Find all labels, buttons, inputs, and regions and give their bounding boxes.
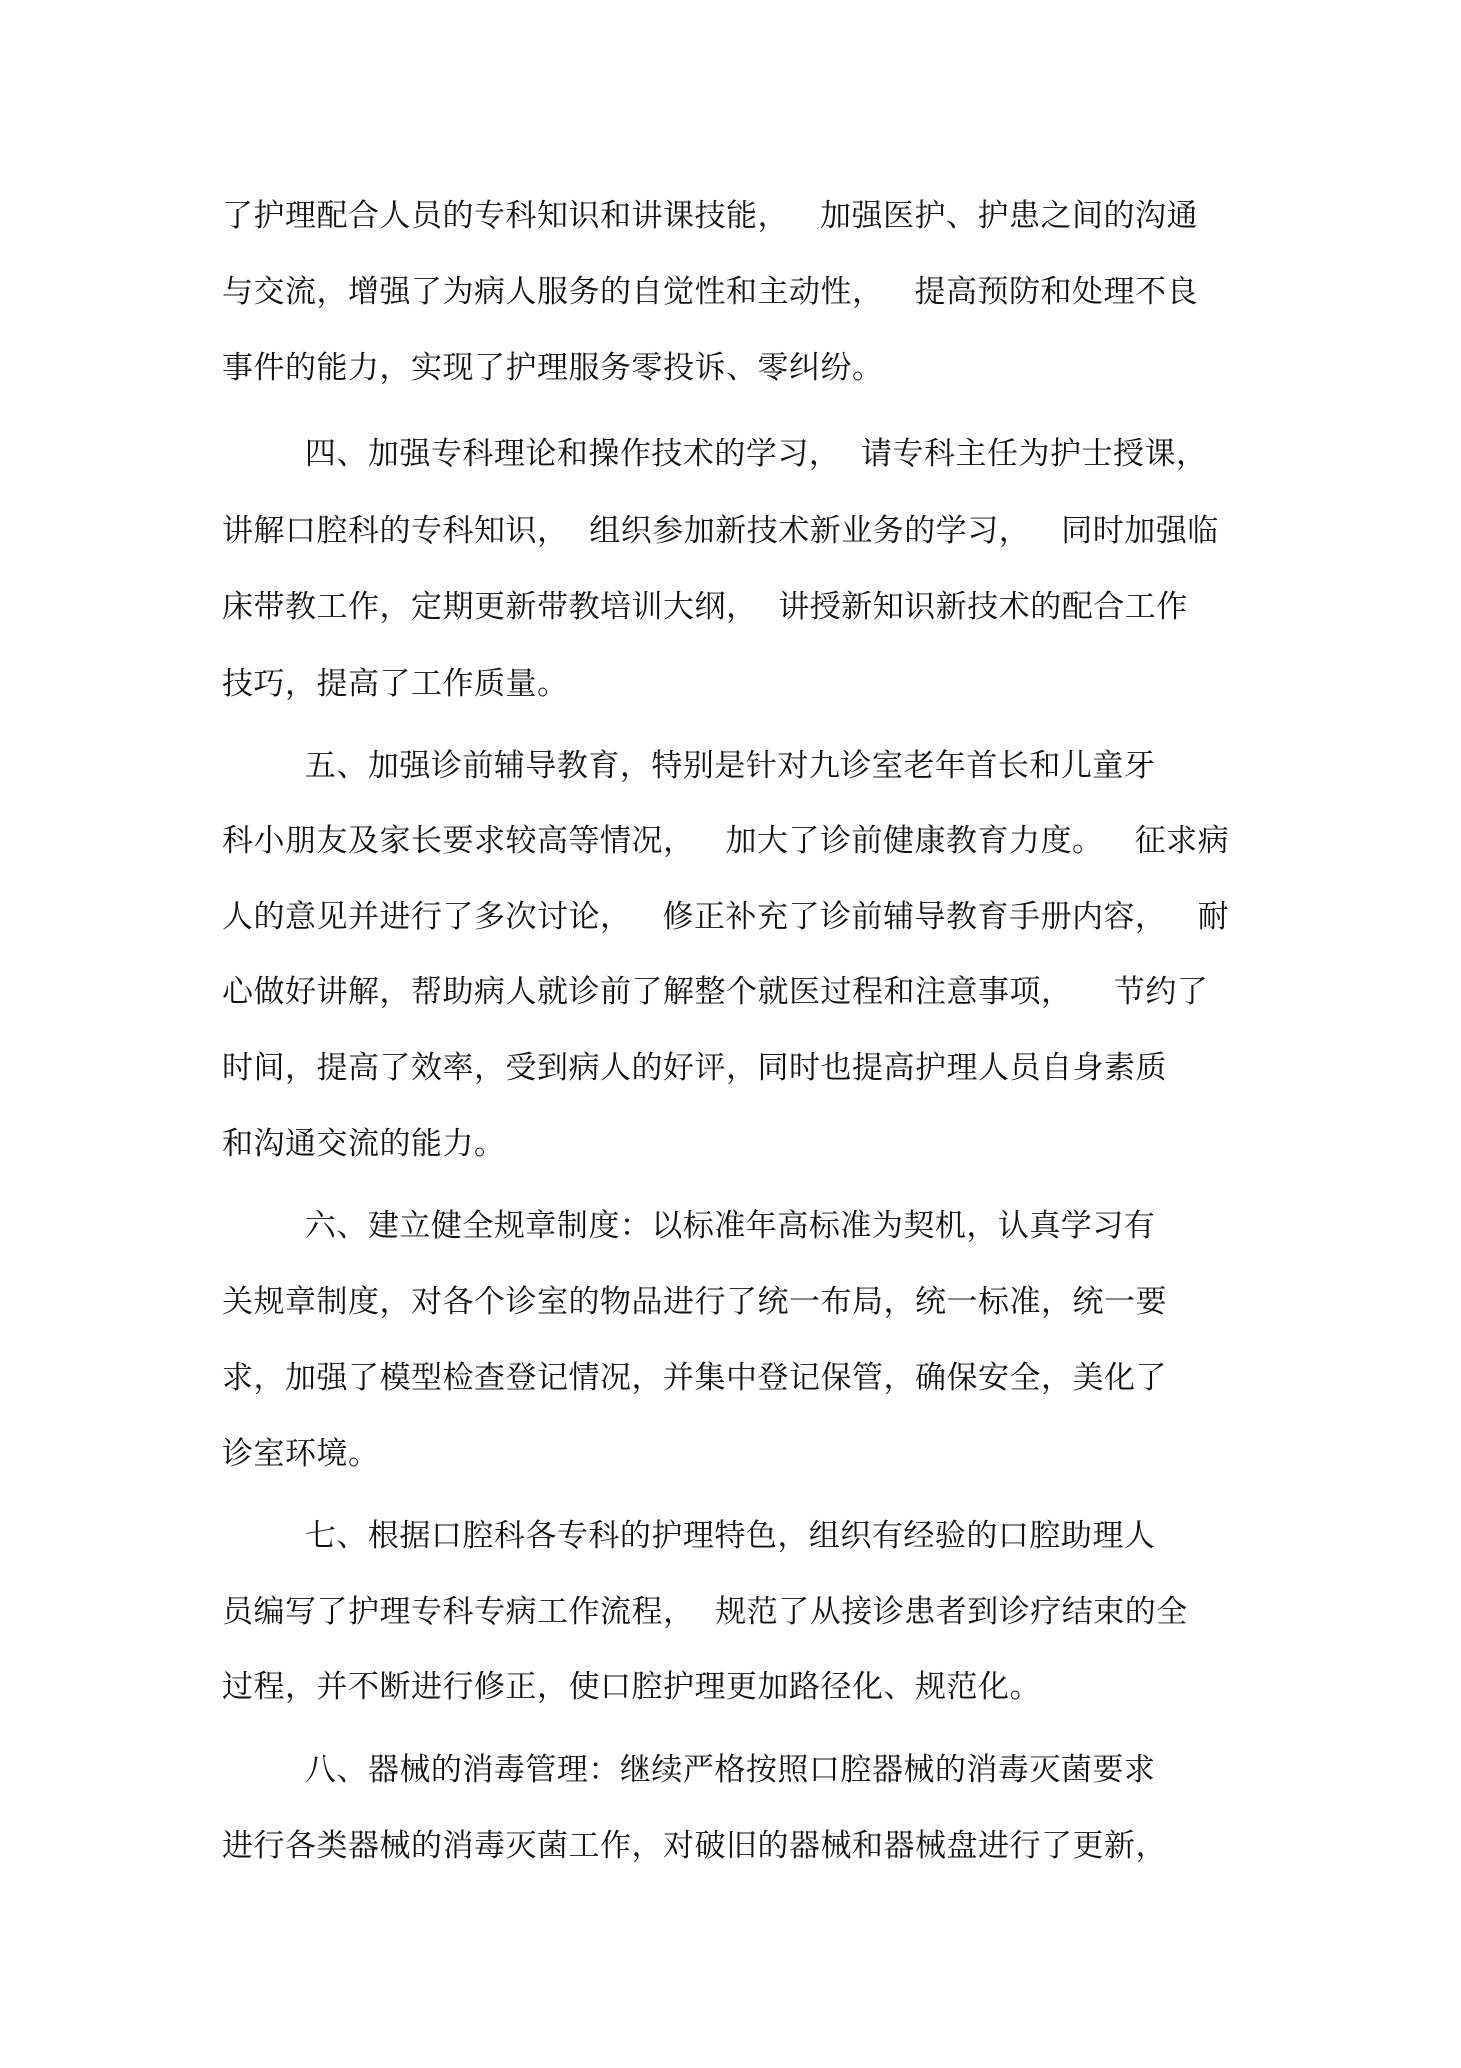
text-line: 心做好讲解，帮助病人就诊前了解整个就医过程和注意事项， 节约了 xyxy=(222,974,1209,1010)
text-line: 求，加强了模型检查登记情况，并集中登记保管，确保安全，美化了 xyxy=(222,1360,1167,1396)
text-line: 时间，提高了效率，受到病人的好评，同时也提高护理人员自身素质 xyxy=(222,1050,1167,1086)
paragraph-six-start: 六、建立健全规章制度：以标准年高标准为契机，认真学习有 xyxy=(222,1208,1156,1244)
text-line: 过程，并不断进行修正，使口腔护理更加路径化、规范化。 xyxy=(222,1669,1041,1705)
paragraph-eight-start: 八、器械的消毒管理：继续严格按照口腔器械的消毒灭菌要求 xyxy=(222,1752,1156,1788)
paragraph-five-start: 五、加强诊前辅导教育，特别是针对九诊室老年首长和儿童牙 xyxy=(222,748,1156,784)
paragraph-seven-start: 七、根据口腔科各专科的护理特色，组织有经验的口腔助理人 xyxy=(222,1518,1156,1554)
text-line: 科小朋友及家长要求较高等情况， 加大了诊前健康教育力度。 征求病 xyxy=(222,823,1230,859)
text-line: 关规章制度，对各个诊室的物品进行了统一布局，统一标准，统一要 xyxy=(222,1284,1167,1320)
paragraph-four-start: 四、加强专科理论和操作技术的学习， 请专科主任为护士授课， xyxy=(222,436,1208,472)
text-line: 事件的能力，实现了护理服务零投诉、零纠纷。 xyxy=(222,350,884,386)
text-line: 了护理配合人员的专科知识和讲课技能， 加强医护、护患之间的沟通 xyxy=(222,198,1199,234)
text-line: 床带教工作，定期更新带教培训大纲， 讲授新知识新技术的配合工作 xyxy=(222,589,1188,625)
text-line: 和沟通交流的能力。 xyxy=(222,1126,506,1162)
text-line: 人的意见并进行了多次讨论， 修正补充了诊前辅导教育手册内容， 耐 xyxy=(222,899,1230,935)
text-line: 讲解口腔科的专科知识， 组织参加新技术新业务的学习， 同时加强临 xyxy=(222,513,1219,549)
text-line: 诊室环境。 xyxy=(222,1436,380,1472)
text-line: 技巧，提高了工作质量。 xyxy=(222,666,569,702)
text-line: 进行各类器械的消毒灭菌工作，对破旧的器械和器械盘进行了更新， xyxy=(222,1828,1167,1864)
text-line: 与交流，增强了为病人服务的自觉性和主动性， 提高预防和处理不良 xyxy=(222,274,1199,310)
text-line: 员编写了护理专科专病工作流程， 规范了从接诊患者到诊疗结束的全 xyxy=(222,1594,1188,1630)
